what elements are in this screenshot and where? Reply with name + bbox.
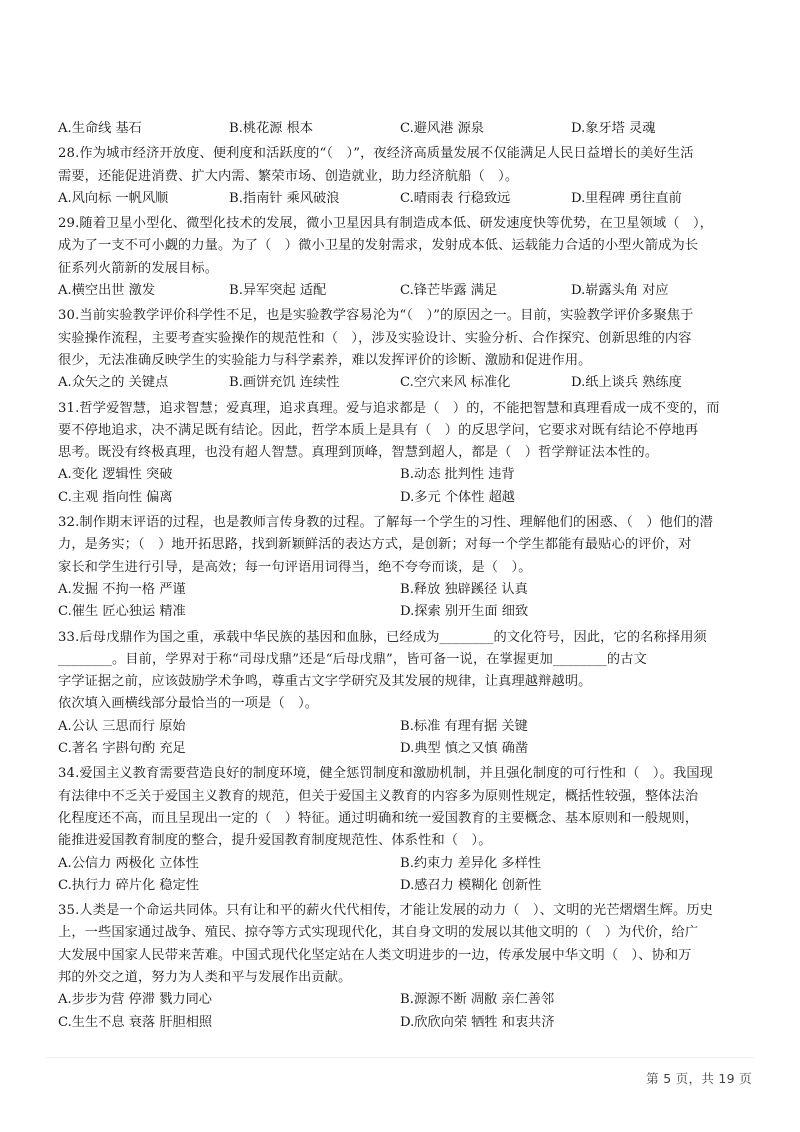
option-b: B.异军突起 适配 xyxy=(229,283,327,299)
option-a: A.步步为营 停滞 戮力同心 xyxy=(58,992,212,1008)
question-options xyxy=(58,280,758,302)
option-a: A.公认 三思而行 原始 xyxy=(58,718,186,734)
q27-options xyxy=(58,118,758,140)
question-options xyxy=(58,716,758,761)
question-32 xyxy=(58,512,758,623)
option-b: B.动态 批判性 违背 xyxy=(400,467,515,483)
option-d: D.里程碑 勇往直前 xyxy=(571,190,682,206)
question-35 xyxy=(58,900,758,1034)
question-31 xyxy=(58,398,758,509)
question-33 xyxy=(58,627,758,761)
question-options xyxy=(58,853,758,898)
option-c: C.晴雨表 行稳致远 xyxy=(400,190,511,206)
question-stem: 29.随着卫星小型化、微型化技术的发展，微小卫星因具有制造成本低、研发速度快等优势，在卫星领域（ ）， 成为了一支不可小觑的力量。为了（ ）微小卫星的发射需求，发射成本低、运载能力合适的小型火箭成为长 征系列火箭新的发展目标。 xyxy=(58,216,714,276)
option-c: C.空穴来风 标准化 xyxy=(400,375,511,391)
option-b: B.源源不断 凋敝 亲仁善邻 xyxy=(400,992,555,1008)
option-b: B.释放 独辟蹊径 认真 xyxy=(400,581,528,597)
option-d: D.探索 别开生面 细致 xyxy=(400,604,529,620)
option-d: D.感召力 模糊化 创新性 xyxy=(400,877,542,893)
option-a: A.风向标 一帆风顺 xyxy=(58,190,169,206)
option-a: A.横空出世 激发 xyxy=(58,283,156,299)
option-a: A.众矢之的 关键点 xyxy=(58,375,169,391)
question-stem: 31.哲学爱智慧，追求智慧；爱真理，追求真理。爱与追求都是（ ）的，不能把智慧和真理看成一成不变的，而 要不停地追求，决不满足既有结论。因此，哲学本质上是具有（ ）的反思学问，它要求对既有结论不停地再 思考。既没有终极真理，也没有超人智慧。真理到顶峰，智慧到超人，都是（ ）哲学辩证法本性的。 xyxy=(58,400,720,461)
option-b: B.标准 有理有据 关键 xyxy=(400,718,528,734)
question-28 xyxy=(58,143,758,210)
question-29 xyxy=(58,213,758,302)
option-a: A.变化 逻辑性 突破 xyxy=(58,467,173,483)
option-d: D.象牙塔 灵魂 xyxy=(571,121,656,136)
question-stem: 28.作为城市经济开放度、便利度和活跃度的“（ ）”，夜经济高质量发展不仅能满足人民日益增长的美好生活 需要，还能促进消费、扩大内需、繁荣市场、创造就业，助力经济航船（ ）。 xyxy=(58,146,694,184)
question-options xyxy=(58,188,758,210)
option-b: B.约束力 差异化 多样性 xyxy=(400,855,541,871)
option-c: C.避风港 源泉 xyxy=(400,121,484,136)
option-d: D.多元 个体性 超越 xyxy=(400,489,515,505)
question-list xyxy=(58,118,758,1037)
page-number: 第 5 页，共 19 页 xyxy=(646,1071,752,1086)
option-d: D.纸上谈兵 熟练度 xyxy=(571,375,682,391)
option-c: C.催生 匠心独运 精准 xyxy=(58,604,186,620)
footer-divider xyxy=(46,1057,754,1058)
option-c: C.著名 字斟句酌 充足 xyxy=(58,741,186,757)
question-stem: 32.制作期末评语的过程，也是教师言传身教的过程。了解每一个学生的习性、理解他们的困惑、（ ）他们的潜 力，是务实；（ ）地开拓思路，找到新颖鲜活的表达方式，是创新；对每一个学生都能有最贴心的评价，对 家长和学生进行引导，是高效；每一句评语用词得当，绝不夸夸而谈，是（ ）。 xyxy=(58,515,714,575)
question-options xyxy=(58,464,758,509)
question-stem: 33.后母戊鼎作为国之重，承载中华民族的基因和血脉，已经成为________的文化符号，因此，它的名称择用须 ________。目前，学界对于称“司母戊鼎”还是“后母戊鼎”，皆可备一说，在掌握更加________的古文 字学证据之前，应该鼓励学术争鸣，尊重古文字学研究及其发展的规律，让真理越辩越明。 依次填入画横线部分最恰当的一项是（ ）。 xyxy=(58,629,707,712)
question-stem: 30.当前实验教学评价科学性不足，也是实验教学容易沦为“（ ）”的原因之一。目前，实验教学评价多聚焦于 实验操作流程，主要考查实验操作的规范性和（ ），涉及实验设计、实验分析、合作探究、创新思维的内容 很少，无法准确反映学生的实验能力与科学素养，难以发挥评价的诊断、激励和促进作用。 xyxy=(58,308,694,368)
question-34 xyxy=(58,763,758,897)
option-c: C.生生不息 衰落 肝胆相照 xyxy=(58,1014,213,1030)
option-c: C.主观 指向性 偏离 xyxy=(58,489,173,505)
option-a: A.生命线 基石 xyxy=(58,121,142,136)
question-options xyxy=(58,989,758,1034)
question-options xyxy=(58,579,758,624)
option-a: A.公信力 两极化 立体性 xyxy=(58,855,199,871)
option-c: C.执行力 碎片化 稳定性 xyxy=(58,877,199,893)
option-d: D.典型 慎之又慎 确凿 xyxy=(400,741,529,757)
option-b: B.桃花源 根本 xyxy=(229,121,314,136)
option-d: D.崭露头角 对应 xyxy=(571,283,669,299)
option-d: D.欣欣向荣 牺牲 和衷共济 xyxy=(400,1014,555,1030)
question-30 xyxy=(58,305,758,394)
option-a: A.发掘 不拘一格 严谨 xyxy=(58,581,186,597)
question-options xyxy=(58,372,758,394)
question-stem: 34.爱国主义教育需要营造良好的制度环境，健全惩罚制度和激励机制，并且强化制度的可行性和（ ）。我国现 有法律中不乏关于爱国主义教育的规范，但关于爱国主义教育的内容多为原则性规定，概括性较强，整体法治 化程度还不高，而且呈现出一定的（ ）特征。通过明确和统一爱国教育的主要概念、基本原则和一般规则， 能推进爱国教育制度的整合，提升爱国教育制度规范性、体系性和（ ）。 xyxy=(58,766,714,849)
question-stem: 35.人类是一个命运共同体。只有让和平的薪火代代相传，才能让发展的动力（ ）、文明的光芒熠熠生辉。历史 上，一些国家通过战争、殖民、掠夺等方式实现现代化，其自身文明的发展以其他文明的（ ）为代价，给广 大发展中国家人民带来苦难。中国式现代化坚定站在人类文明进步的一边，传承发展中华文明（ ）、协和万 邦的外交之道，努力为人类和平与发展作出贡献。 xyxy=(58,903,714,985)
option-b: B.画饼充饥 连续性 xyxy=(229,375,340,391)
option-c: C.锋芒毕露 满足 xyxy=(400,283,498,299)
option-b: B.指南针 乘风破浪 xyxy=(229,190,340,206)
